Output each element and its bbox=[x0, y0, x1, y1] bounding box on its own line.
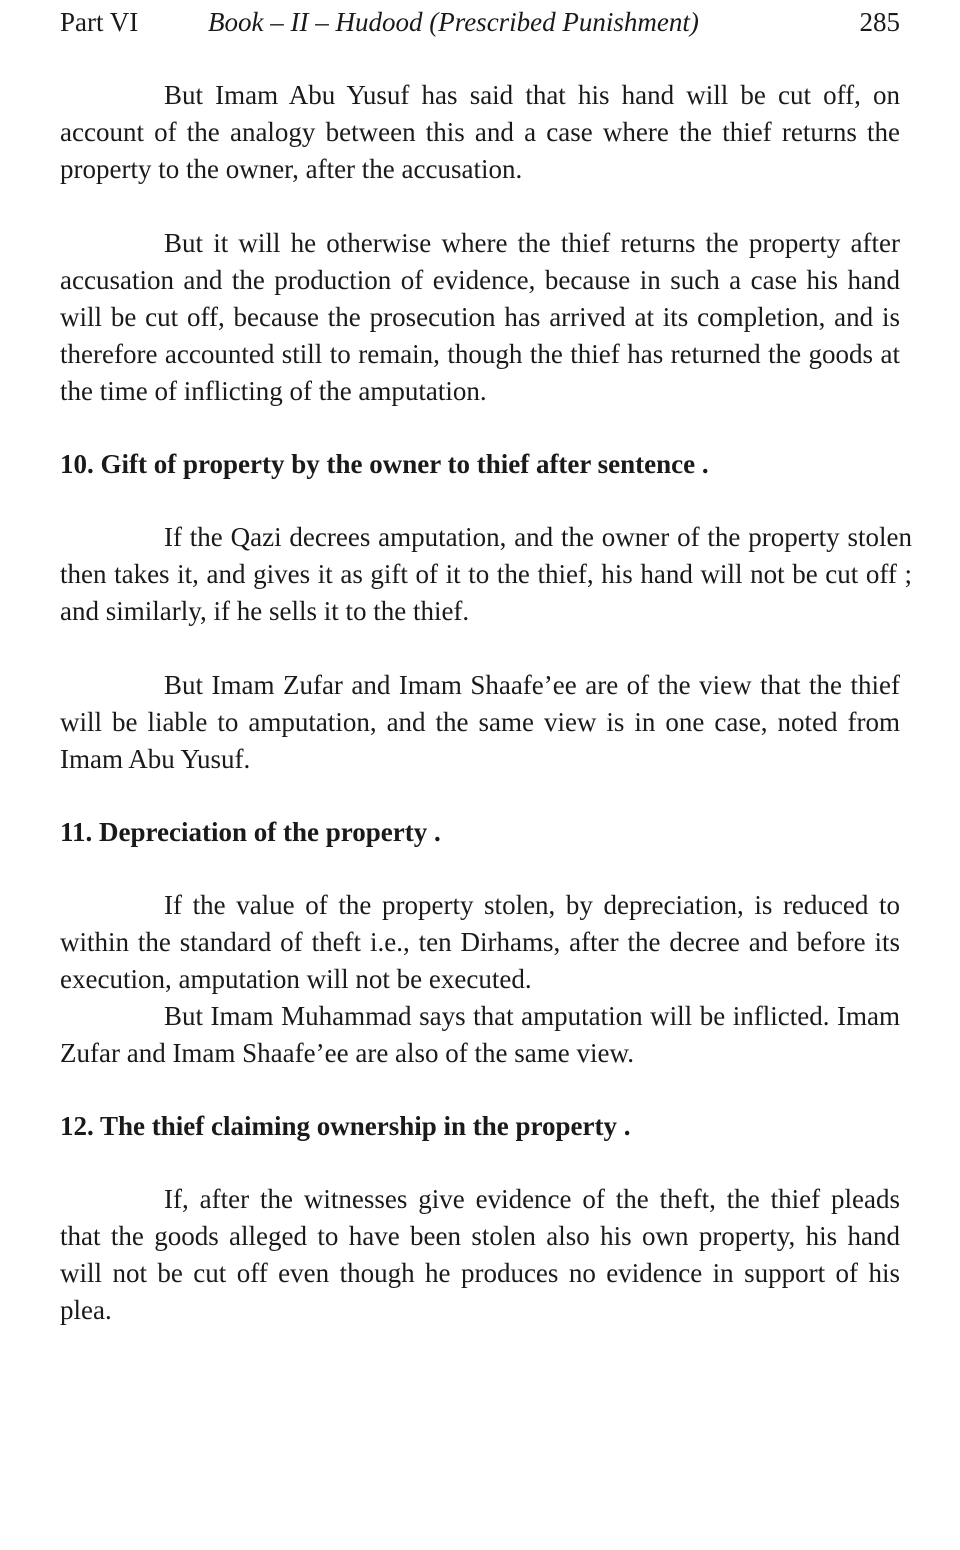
header-part-label: Part VI bbox=[60, 7, 139, 37]
document-page bbox=[60, 0, 912, 1329]
paragraph-qazi-decree: If the Qazi decrees amputation, and the owner of the property stolen then takes it, and gives it as gift of it to the thief, his hand will not be cut off ; and similarly, if he sells it to the thief. bbox=[60, 522, 912, 626]
section-heading-10: 10. Gift of property by the owner to thief after sentence . bbox=[60, 449, 709, 479]
paragraph-return-after-evidence: But it will he otherwise where the thief returns the property after accusation and the production of evidence, because in such a case his hand will be cut off, because the prosecution has arrived at its completion, and is therefore accounted still to remain, though the thief has returned the goods at the time of inflicting of the amputation. bbox=[60, 228, 900, 406]
section-heading-12: 12. The thief claiming ownership in the property . bbox=[60, 1111, 631, 1141]
section-heading-11: 11. Depreciation of the property . bbox=[60, 817, 441, 847]
header-page-number: 285 bbox=[859, 7, 900, 37]
paragraph-depreciation: If the value of the property stolen, by depreciation, is reduced to within the standard of theft i.e., ten Dirhams, after the decree and before its execution, amputation will not be executed. bbox=[60, 890, 900, 994]
running-header bbox=[60, 0, 900, 44]
paragraph-abu-yusuf-view: But Imam Abu Yusuf has said that his hand will be cut off, on account of the analogy between this and a case where the thief returns the property to the owner, after the accusation. bbox=[60, 80, 900, 184]
header-book-title: Book – II – Hudood (Prescribed Punishment) bbox=[208, 7, 699, 37]
paragraph-zufar-shaafeee-view: But Imam Zufar and Imam Shaafe’ee are of the view that the thief will be liable to amputation, and the same view is in one case, noted from Imam Abu Yusuf. bbox=[60, 670, 900, 774]
paragraph-imam-muhammad-view: But Imam Muhammad says that amputation will be inflicted. Imam Zufar and Imam Shaafe’ee are also of the same view. bbox=[60, 1001, 900, 1068]
paragraph-ownership-claim: If, after the witnesses give evidence of the theft, the thief pleads that the goods alleged to have been stolen also his own property, his hand will not be cut off even though he produces no evidence in support of his plea. bbox=[60, 1184, 900, 1325]
